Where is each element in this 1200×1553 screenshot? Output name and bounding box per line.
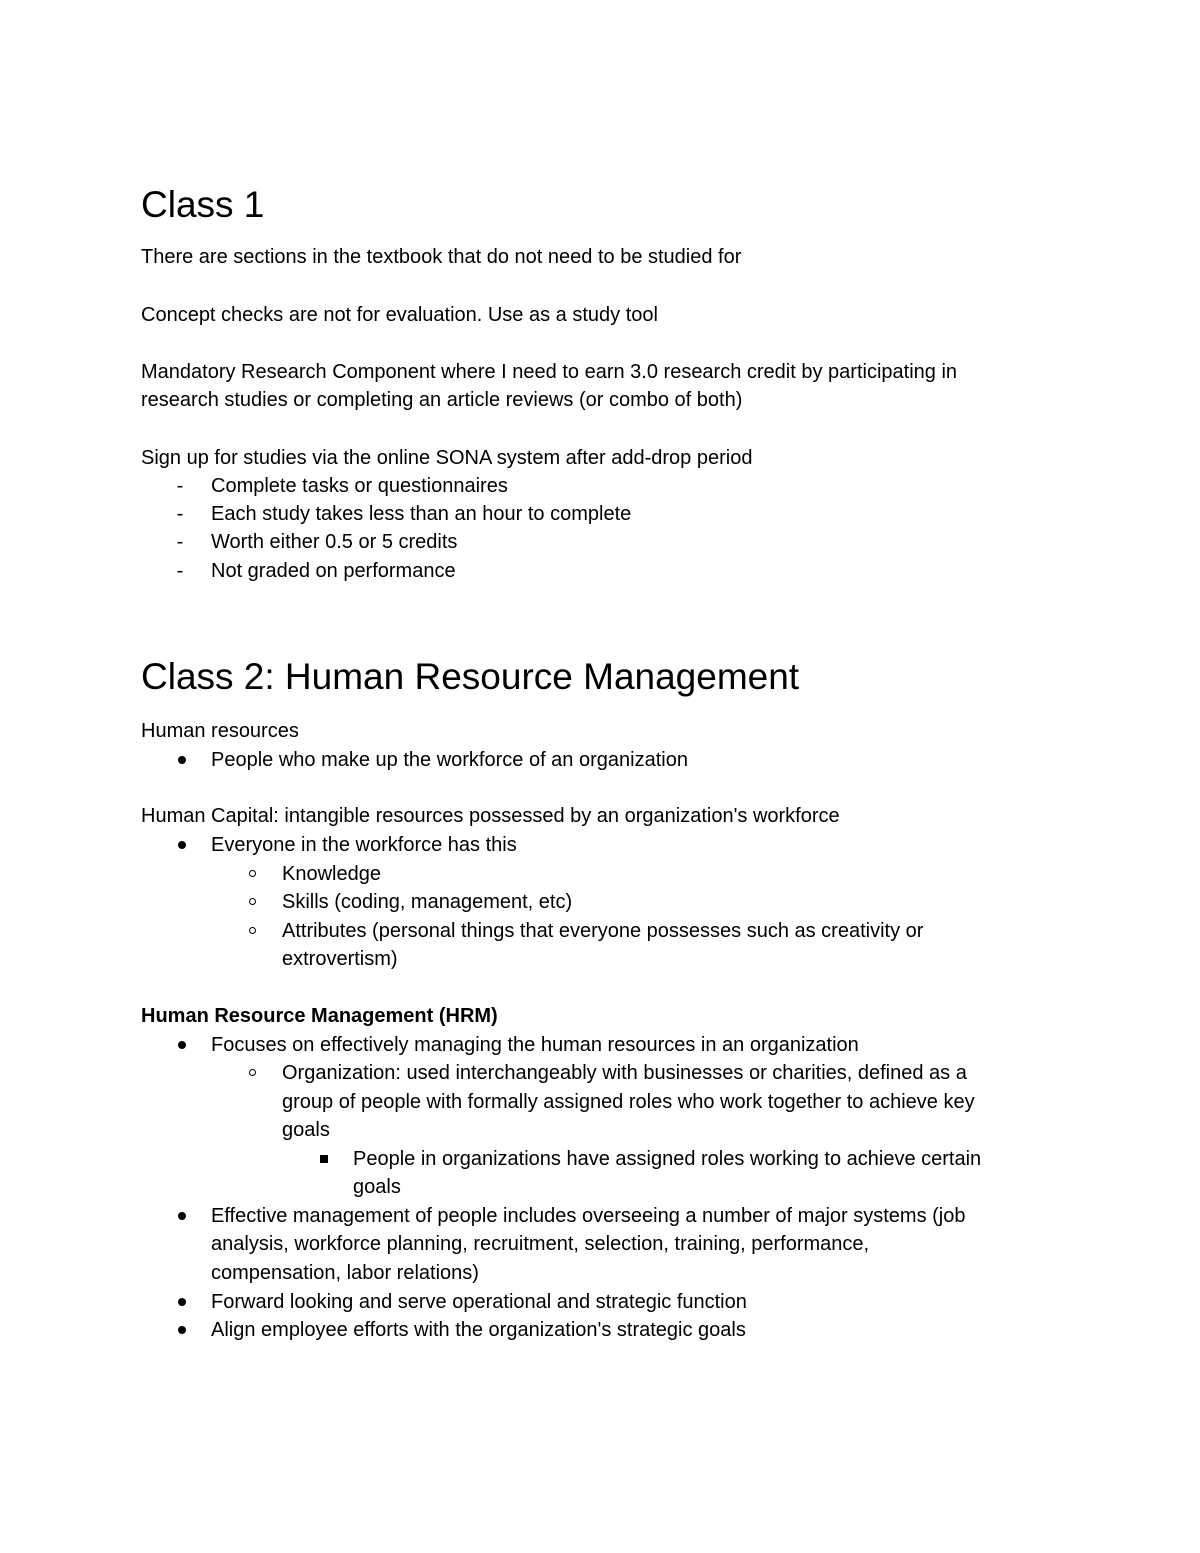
sub-list-item: Knowledge xyxy=(282,863,381,885)
bullet-dot-icon xyxy=(178,756,186,764)
list-item: Effective management of people includes overseeing a number of major systems (job xyxy=(211,1205,966,1227)
dash-bullet-icon: - xyxy=(176,503,184,525)
class1-paragraph: Concept checks are not for evaluation. Use as a study tool xyxy=(141,304,658,326)
list-item: Complete tasks or questionnaires xyxy=(211,475,508,497)
bullet-dot-icon xyxy=(178,1212,186,1220)
class2-heading: Class 2: Human Resource Management xyxy=(141,656,800,697)
sub-list-item: Organization: used interchangeably with businesses or charities, defined as a xyxy=(282,1062,967,1084)
list-item: Each study takes less than an hour to complete xyxy=(211,503,632,525)
bullet-dot-icon xyxy=(178,841,186,849)
class1-heading: Class 1 xyxy=(141,184,265,225)
list-item: Not graded on performance xyxy=(211,560,456,582)
human-capital-label: Human Capital: intangible resources possessed by an organization's workforce xyxy=(141,805,840,827)
sub-list-item-continuation: extrovertism) xyxy=(282,948,398,970)
hrm-title: Human Resource Management (HRM) xyxy=(141,1005,498,1027)
sub-list-item-continuation: group of people with formally assigned roles who work together to achieve key xyxy=(282,1091,975,1113)
list-item: Forward looking and serve operational and strategic function xyxy=(211,1291,747,1313)
bullet-dot-icon xyxy=(178,1298,186,1306)
dash-bullet-icon: - xyxy=(176,475,184,497)
sub-list-item-continuation: goals xyxy=(282,1119,330,1141)
bullet-dot-icon xyxy=(178,1041,186,1049)
list-item: Align employee efforts with the organization's strategic goals xyxy=(211,1319,746,1341)
list-item-continuation: compensation, labor relations) xyxy=(211,1262,479,1284)
list-item: Everyone in the workforce has this xyxy=(211,834,517,856)
bullet-circle-icon xyxy=(249,898,256,905)
class1-paragraph: research studies or completing an article reviews (or combo of both) xyxy=(141,389,743,411)
sub-sub-list-item-continuation: goals xyxy=(353,1176,401,1198)
dash-bullet-icon: - xyxy=(176,560,184,582)
class1-paragraph: There are sections in the textbook that do not need to be studied for xyxy=(141,246,742,268)
dash-bullet-icon: - xyxy=(176,531,184,553)
class1-paragraph: Mandatory Research Component where I need to earn 3.0 research credit by participating in xyxy=(141,361,958,383)
human-resources-label: Human resources xyxy=(141,720,299,742)
bullet-circle-icon xyxy=(249,927,256,934)
list-item: People who make up the workforce of an organization xyxy=(211,749,688,771)
bullet-circle-icon xyxy=(249,870,256,877)
sub-sub-list-item: People in organizations have assigned roles working to achieve certain xyxy=(353,1148,982,1170)
list-item-continuation: analysis, workforce planning, recruitment, selection, training, performance, xyxy=(211,1233,870,1255)
sub-list-item: Attributes (personal things that everyone possesses such as creativity or xyxy=(282,920,924,942)
bullet-dot-icon xyxy=(178,1326,186,1334)
bullet-square-icon xyxy=(320,1155,328,1163)
list-item: Focuses on effectively managing the human resources in an organization xyxy=(211,1034,859,1056)
class1-paragraph: Sign up for studies via the online SONA system after add-drop period xyxy=(141,447,753,469)
bullet-circle-icon xyxy=(249,1069,256,1076)
list-item: Worth either 0.5 or 5 credits xyxy=(211,531,458,553)
sub-list-item: Skills (coding, management, etc) xyxy=(282,891,573,913)
